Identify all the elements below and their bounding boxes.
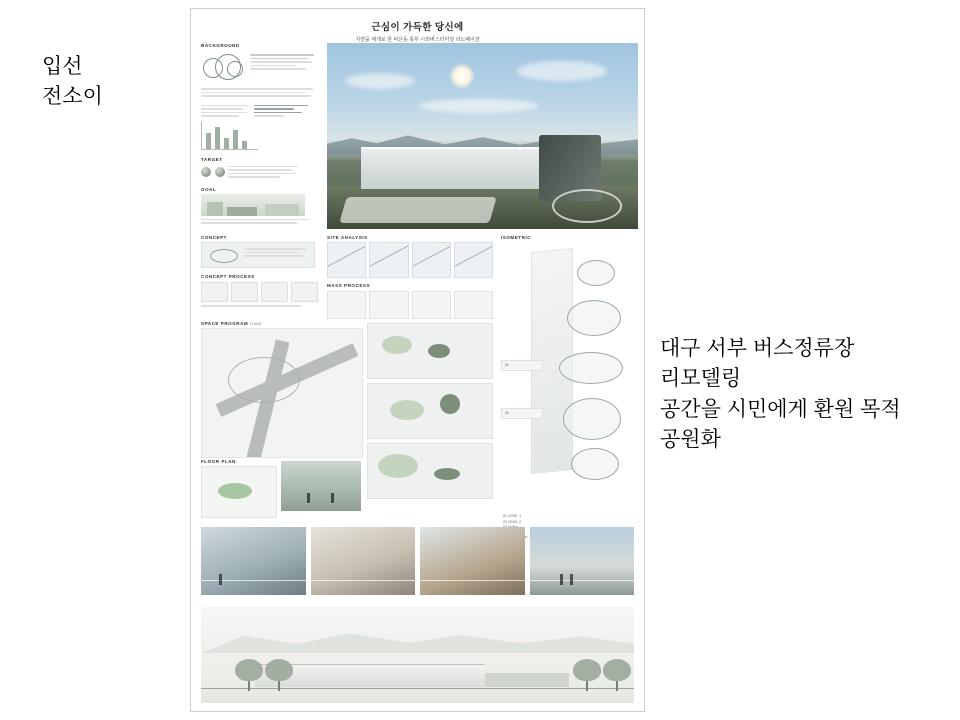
- goal-caption: [201, 219, 321, 224]
- isometric-tag-02: [501, 408, 543, 419]
- isometric-label: ISOMETRIC: [501, 235, 532, 240]
- terminal-building: [361, 147, 541, 189]
- background-column: [201, 43, 321, 229]
- isometric-blob: [567, 300, 621, 336]
- legend-item: 02 LEVEL 2: [503, 519, 521, 524]
- tree-icon: [265, 659, 293, 691]
- space-program-region: [201, 321, 495, 521]
- background-bar-chart: [201, 121, 258, 150]
- concept-process-caption: [201, 305, 321, 307]
- mass-process-diagrams: [327, 291, 493, 319]
- elevation-mountains: [201, 623, 634, 653]
- background-paragraph: [201, 88, 321, 97]
- background-label: BACKGROUND: [201, 43, 240, 48]
- program-plan-card: [367, 323, 493, 379]
- interior-photo: [281, 461, 361, 511]
- description-line-4: 공원화: [660, 428, 721, 452]
- author-name: 전소이: [42, 85, 103, 109]
- render-photo: [420, 527, 525, 595]
- mass-process-label: MASS PROCESS: [327, 283, 371, 288]
- isometric-column: [501, 235, 640, 542]
- space-program-title: SPACE PROGRAM: [201, 321, 249, 326]
- background-row: [201, 50, 321, 85]
- isometric-blob: [571, 448, 619, 480]
- plaza-deck: [339, 197, 496, 223]
- program-plan-card: [367, 443, 493, 499]
- background-text-lines: [250, 50, 316, 72]
- background-section: [201, 43, 321, 150]
- goal-label: GOAL: [201, 186, 217, 192]
- hero-rendering: [327, 43, 638, 229]
- isometric-blob: [563, 398, 621, 440]
- project-description: [660, 334, 901, 456]
- space-program-note: road: [250, 321, 262, 326]
- elevation-building-wing: [485, 673, 569, 687]
- isometric-drawing: [501, 242, 635, 542]
- render-photo: [311, 527, 416, 595]
- concept-column: [201, 235, 321, 309]
- isometric-tag-id: 01: [505, 363, 509, 367]
- goal-diagram: [201, 194, 305, 216]
- isometric-blob: [559, 352, 623, 384]
- elevation-drawing: [201, 607, 634, 703]
- target-row: [201, 164, 321, 180]
- poster-title: 근심이 가득한 당신에: [371, 22, 464, 33]
- space-program-masterplan: [201, 328, 363, 458]
- background-circle-diagram: [201, 52, 247, 82]
- description-line-3: 공간을 시민에게 환원 목적: [660, 397, 901, 421]
- cloud: [345, 73, 415, 89]
- poster-subtitle: 지면을 매개로 한 비산동 북부 시외버스터미널 리노베이션: [355, 37, 480, 43]
- site-analysis-column: [327, 235, 493, 319]
- floor-plan-label: FLOOR PLAN: [201, 459, 236, 464]
- legend-item: 01 LEVEL 1: [503, 514, 521, 519]
- site-analysis-maps: [327, 242, 493, 278]
- floor-plan-region: [201, 459, 361, 521]
- target-section: [201, 157, 321, 180]
- sun-glow: [449, 63, 475, 89]
- goal-section: [201, 187, 321, 224]
- landscape-ring: [552, 189, 622, 223]
- isometric-blob: [577, 260, 615, 286]
- site-analysis-label: SITE ANALYSIS: [327, 235, 368, 240]
- isometric-tag-01: [501, 360, 543, 371]
- target-label: TARGET: [201, 156, 223, 162]
- award-label: 입선: [42, 55, 83, 78]
- poster-image: [190, 8, 645, 712]
- render-photo: [201, 527, 306, 595]
- render-photo-strip: [201, 527, 634, 595]
- floor-plan-drawing: [201, 466, 277, 518]
- concept-process-label: CONCEPT PROCESS: [201, 274, 255, 279]
- description-line-2: 리모델링: [660, 367, 742, 391]
- tree-icon: [573, 659, 601, 691]
- award-annotation: [42, 52, 103, 113]
- tree-icon: [603, 659, 631, 691]
- program-plan-card: [367, 383, 493, 439]
- description-line-1: 대구 서부 버스정류장: [660, 337, 855, 360]
- concept-process-diagram: [201, 282, 321, 302]
- render-photo: [530, 527, 635, 595]
- background-chart-row: [201, 101, 321, 119]
- target-icons: [201, 167, 225, 177]
- concept-diagram: [201, 242, 315, 268]
- space-program-plans: [367, 323, 495, 497]
- cloud: [419, 99, 539, 113]
- poster-content: [199, 15, 636, 705]
- isometric-tag-id: 02: [505, 411, 509, 415]
- tree-icon: [235, 659, 263, 691]
- cloud: [517, 61, 607, 81]
- concept-label: CONCEPT: [201, 235, 227, 240]
- poster-top-region: [199, 43, 636, 229]
